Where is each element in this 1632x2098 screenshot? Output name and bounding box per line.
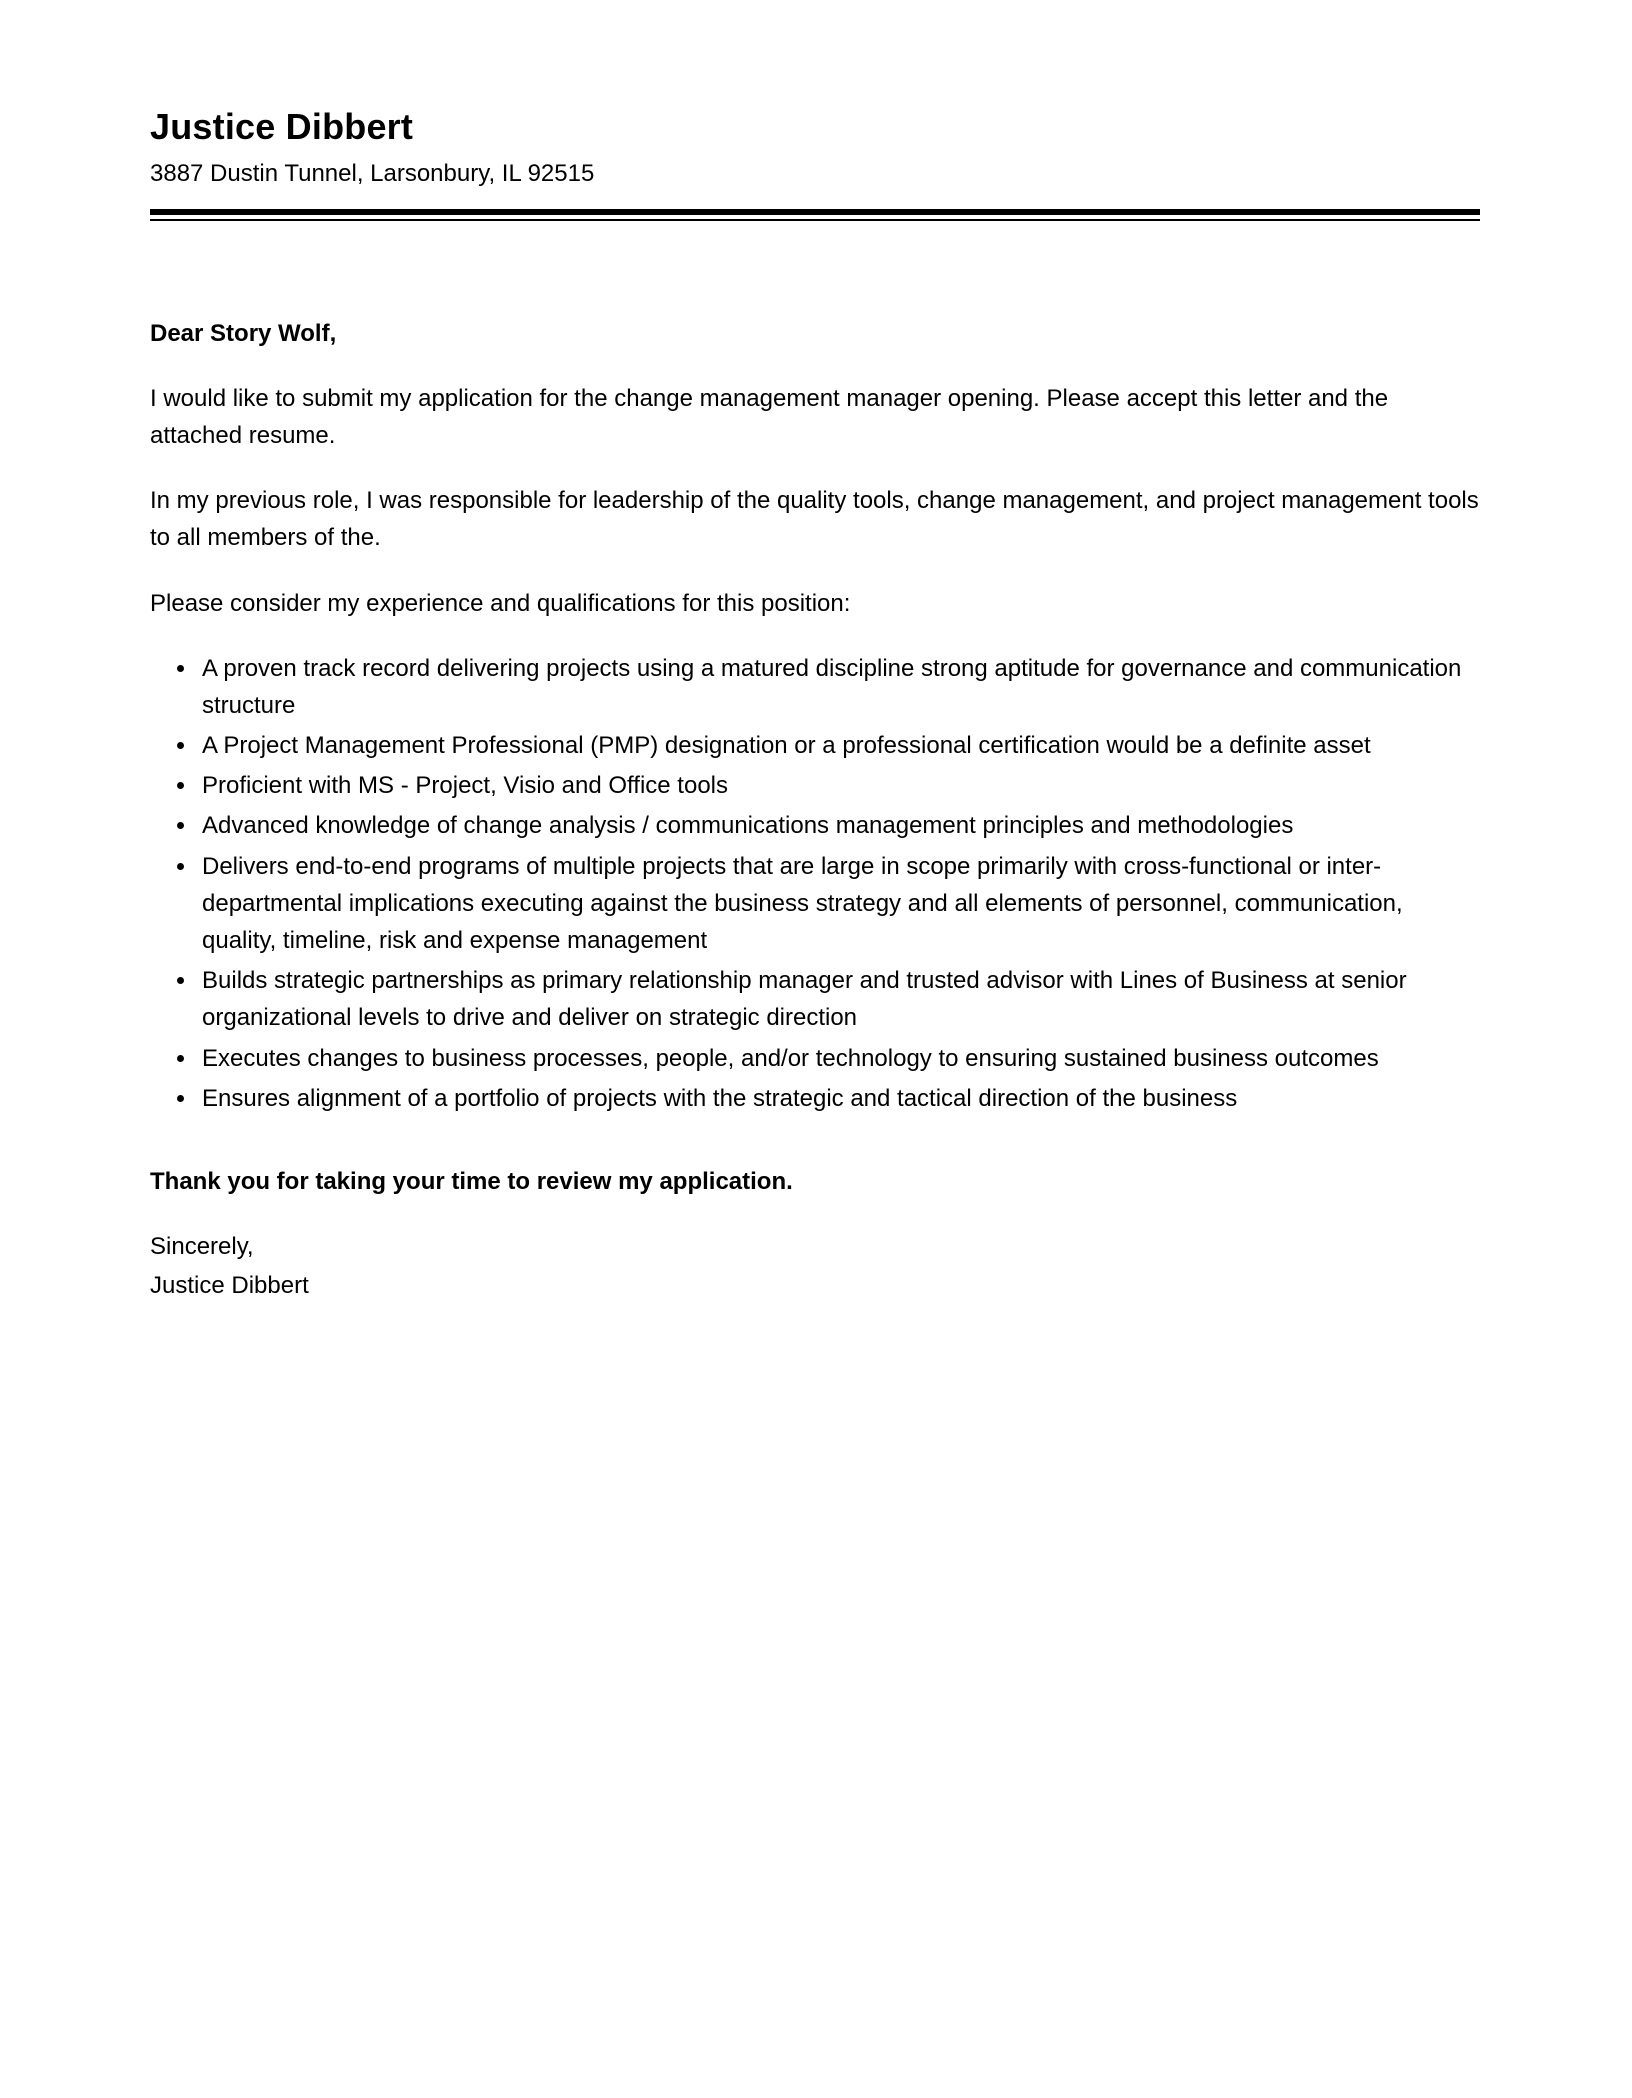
letter-body (150, 315, 1480, 1305)
signoff: Sincerely, (150, 1233, 254, 1261)
sender-name: Justice Dibbert (150, 106, 414, 147)
sender-address: 3887 Dustin Tunnel, Larsonbury, IL 92515 (150, 160, 595, 187)
qualification-item: • Executes changes to business processes, people, and/or technology to ensuring sustained business outcomes (198, 1040, 1480, 1077)
signature-name: Justice Dibbert (150, 1272, 309, 1300)
qualification-item: • Advanced knowledge of change analysis / communications management principles and methodologies (198, 807, 1480, 844)
qualification-item: • A Project Management Professional (PMP) designation or a professional certification would be a definite asset (198, 727, 1480, 764)
header-divider (150, 209, 1480, 221)
paragraph-qualifications-intro: Please consider my experience and qualifications for this position: (150, 589, 851, 617)
qualification-item: • A proven track record delivering projects using a matured discipline strong aptitude for governance and communication structure (198, 650, 1480, 724)
qualification-item: • Ensures alignment of a portfolio of projects with the strategic and tactical direction of the business (198, 1080, 1480, 1117)
qualification-item: • Delivers end-to-end programs of multiple projects that are large in scope primarily with cross-functional or inter-departmental implications executing against the business strategy and all elements of personnel, communication, quality, timeline, risk and expense management (198, 848, 1480, 960)
paragraph-previous-role: In my previous role, I was responsible for leadership of the quality tools, change management, and project management tools to all members of the. (150, 487, 1479, 552)
qualification-item: • Proficient with MS - Project, Visio and Office tools (198, 767, 1480, 804)
paragraph-application: I would like to submit my application for the change management manager opening. Please accept this letter and the attached resume. (150, 384, 1389, 449)
qualification-item: • Builds strategic partnerships as primary relationship manager and trusted advisor with Lines of Business at senior organizational levels to drive and deliver on strategic direction (198, 962, 1480, 1036)
salutation: Dear Story Wolf, (150, 319, 337, 347)
qualifications-list (150, 650, 1480, 1117)
letter-header (150, 104, 1480, 221)
closing-statement: Thank you for taking your time to review my application. (150, 1167, 793, 1195)
